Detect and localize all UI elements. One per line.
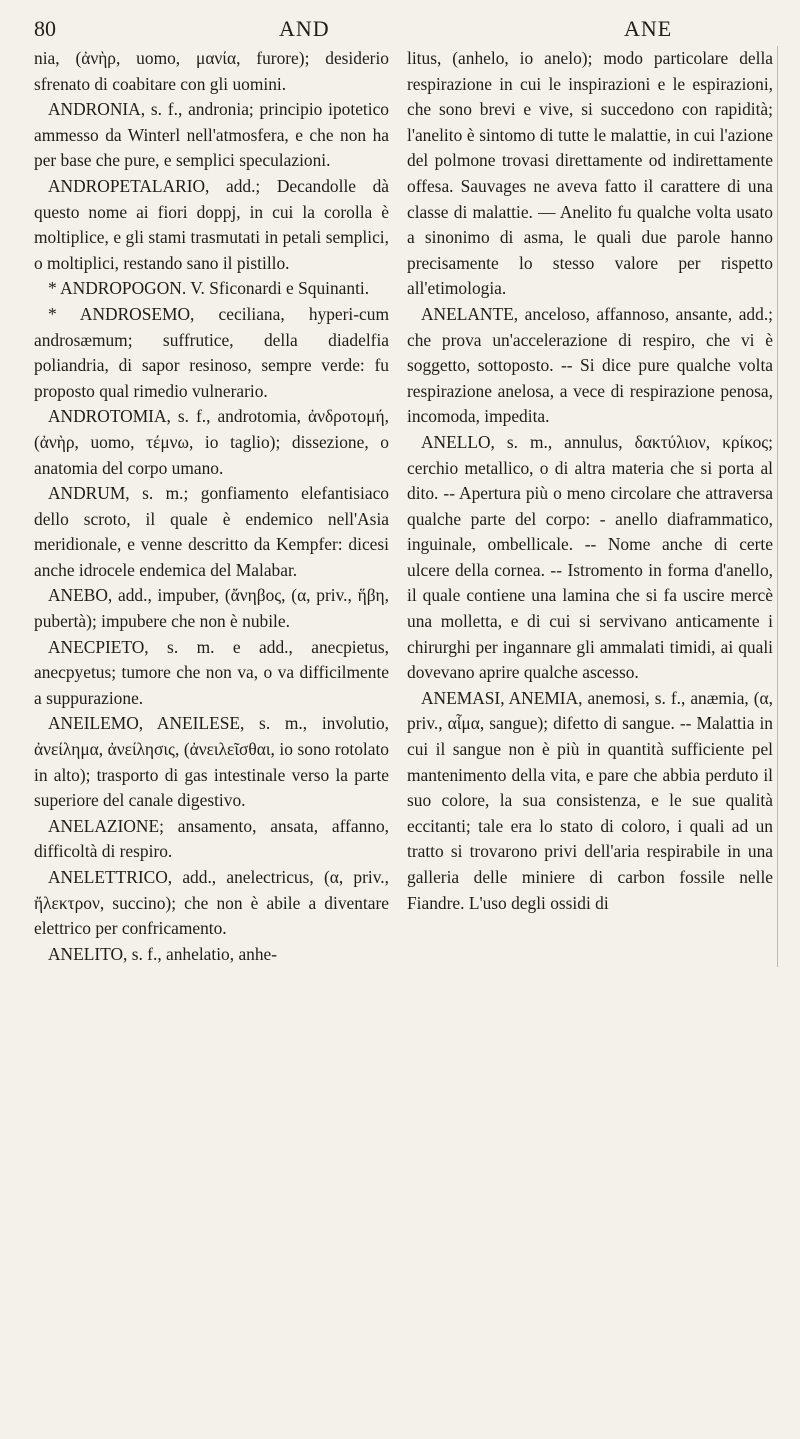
dictionary-entry: ANELETTRICO, add., anelectricus, (α, priv., ἤλεκτρον, succino); che non è abile a diventare elettrico per confricamento. <box>34 867 389 939</box>
dictionary-entry: ANEMASI, ANEMIA, anemosi, s. f., anæmia, (α, priv., αἷμα, sangue); difetto di sangue. -- Malattia in cui il sangue non è più in quantità sufficiente pel mantenimento della vita, e pare che abbia perduto il suo colore, la sua consistenza, e le sue qualità eccitanti; tale era lo stato di coloro, i quali ad un tratto si trovarono privi dell'aria respirabile in una galleria delle miniere di carbon fossile nelle Fiandre. L'uso degli ossidi di <box>407 687 773 913</box>
dictionary-entry: ANECPIETO, s. m. e add., anecpietus, anecpyetus; tumore che non va, o va difficilmente a suppurazione. <box>34 636 389 708</box>
right-running-head: ANE <box>624 16 673 41</box>
dictionary-entry: ANEILEMO, ANEILESE, s. m., involutio, ἀνείλημα, ἀνείλησις, (ἀνειλεῖσθαι, io sono rotolato in alto); trasporto di gas intestinale verso la parte superiore del canale digestivo. <box>34 713 389 811</box>
left-running-head: AND <box>279 16 330 41</box>
dictionary-entry: ANELAZIONE; ansamento, ansata, affanno, difficoltà di respiro. <box>34 815 389 862</box>
dictionary-entry: ANEBO, add., impuber, (ἄνηβος, (α, priv., ἥβη, pubertà); impubere che non è nubile. <box>34 585 389 632</box>
dictionary-entry: * ANDROPOGON. V. Sficonardi e Squinanti. <box>48 278 370 299</box>
page-number: 80 <box>34 16 56 41</box>
dictionary-entry: ANELLO, s. m., annulus, δακτύλιον, κρίκος; cerchio metallico, o di altra materia che si porta al dito. -- Apertura più o meno circolare che attraversa qualche parte del corpo: - anello diaframmatico, inguinale, ombellicale. -- Nome anche di certe ulcere della cornea. -- Istromento in forma d'anello, il quale contiene una lamina che si fa uscire mercè una molletta, e di cui si servivano anticamente i chirurghi per ingannare gli ammalati timidi, ai quali dovevano aprire qualche ascesso. <box>407 431 773 683</box>
page-header <box>34 16 778 46</box>
dictionary-entry: ANELANTE, anceloso, affannoso, ansante, add.; che prova un'accelerazione di respiro, che vi è soggetto, sottoposto. -- Si dice pure qualche volta respirazione anelosa, a vece di respirazione penosa, incomoda, impedita. <box>407 303 773 427</box>
left-column <box>34 46 389 967</box>
dictionary-entry: ANDROTOMIA, s. f., androtomia, ἀνδροτομή, (ἀνὴρ, uomo, τέμνω, io taglio); dissezione, o anatomia del corpo umano. <box>34 406 389 478</box>
dictionary-entry: nia, (ἀνὴρ, uomo, μανία, furore); desiderio sfrenato di coabitare con gli uomini. <box>34 48 389 94</box>
text-columns <box>34 46 778 967</box>
dictionary-entry: litus, (anhelo, io anelo); modo particolare della respirazione in cui le inspirazioni e le espirazioni, che sono brevi e vive, si succedono con rapidità; l'anelito è sintomo di tutte le malattie, in cui l'azione del polmone trovasi direttamente od indirettamente offesa. Sauvages ne aveva fatto il carattere di una classe di malattie. — Anelito fu qualche volta usato a sinonimo di asma, le quali due parole hanno precisamente lo stesso valore per rispetto all'etimologia. <box>407 48 773 299</box>
dictionary-entry: ANDRONIA, s. f., andronia; principio ipotetico ammesso da Winterl nell'atmosfera, e che non ha per base che pure, e semplici speculazioni. <box>34 99 389 171</box>
dictionary-entry: ANELITO, s. f., anhelatio, anhe- <box>48 943 278 964</box>
dictionary-entry: ANDRUM, s. m.; gonfiamento elefantisiaco dello scroto, il quale è endemico nell'Asia meridionale, e venne descritto da Kempfer: dicesi anche idrocele endemica del Malabar. <box>34 483 389 580</box>
dictionary-entry: * ANDROSEMO, ceciliana, hyperi-cum androsæmum; suffrutice, della diadelfia poliandria, di sapor resinoso, sempre verde: fu proposto qual rimedio vulnerario. <box>34 303 389 401</box>
dictionary-entry: ANDROPETALARIO, add.; Decandolle dà questo nome ai fiori doppj, in cui la corolla è moltiplice, e gli stami trasmutati in petali semplici, o moltiplici, restando sano il pistillo. <box>34 175 389 273</box>
right-column <box>407 46 778 967</box>
